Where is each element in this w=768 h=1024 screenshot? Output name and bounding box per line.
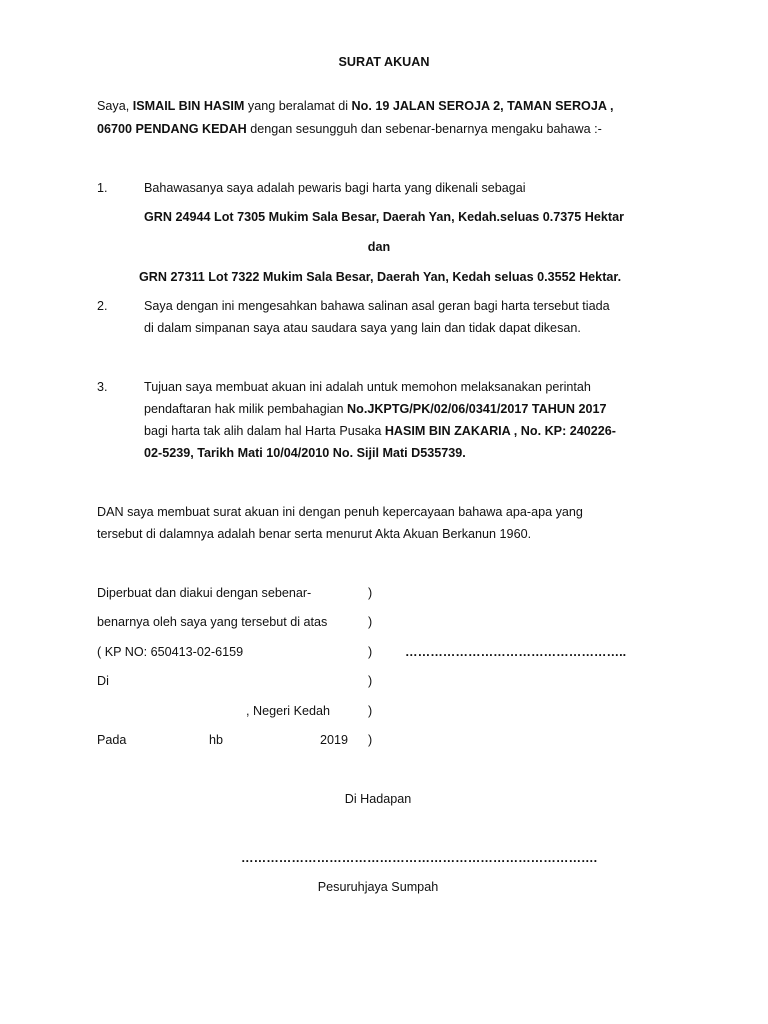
- declaration-place-label: Di: [97, 674, 109, 688]
- item-number: 1.: [97, 181, 108, 195]
- deceased-name: HASIM BIN ZAKARIA , No. KP: 240226-: [384, 424, 616, 438]
- document-title: SURAT AKUAN: [338, 55, 430, 69]
- reference-number: No.JKPTG/PK/02/06/0341/2017 TAHUN 2017: [347, 402, 607, 416]
- item3-line-4: 02-5239, Tarikh Mati 10/04/2010 No. Sijil Mati D535739.: [144, 446, 466, 460]
- declaration-state: , Negeri Kedah: [246, 704, 331, 718]
- item-number: 2.: [97, 299, 108, 313]
- intro-line-2: [97, 121, 602, 137]
- land-grant-2: GRN 27311 Lot 7322 Mukim Sala Besar, Daerah Yan, Kedah seluas 0.3552 Hektar.: [139, 270, 622, 284]
- item3-text: bagi harta tak alih dalam hal Harta Pusaka: [144, 424, 385, 438]
- item3-line-1: Tujuan saya membuat akuan ini adalah untuk memohon melaksanakan perintah: [144, 380, 591, 394]
- intro-text: dengan sesungguh dan sebenar-benarnya mengaku bahawa :-: [246, 122, 602, 136]
- declaration-line-2: benarnya oleh saya yang tersebut di atas: [97, 615, 328, 629]
- bracket: ): [368, 733, 373, 747]
- closing-line-1: DAN saya membuat surat akuan ini dengan penuh kepercayaan bahawa apa-apa yang: [97, 505, 583, 519]
- witness-label: Di Hadapan: [344, 792, 412, 806]
- bracket: ): [368, 645, 373, 659]
- item1-text: Bahawasanya saya adalah pewaris bagi harta yang dikenali sebagai: [144, 181, 526, 195]
- item2-line-1: Saya dengan ini mengesahkan bahawa salinan asal geran bagi harta tersebut tiada: [144, 299, 610, 313]
- item-number: 3.: [97, 380, 108, 394]
- bracket: ): [368, 704, 373, 718]
- commissioner-signature-line: ………………………………………………………………………….: [241, 851, 598, 865]
- declarant-address-postcode: 06700 PENDANG KEDAH: [97, 122, 247, 136]
- closing-line-2: tersebut di dalamnya adalah benar serta menurut Akta Akuan Berkanun 1960.: [97, 527, 532, 541]
- bracket: ): [368, 586, 373, 600]
- signature-line: ……………………………………………..: [405, 645, 627, 659]
- intro-text: Saya,: [97, 99, 133, 113]
- bracket: ): [368, 674, 373, 688]
- declarant-name: ISMAIL BIN HASIM: [132, 99, 245, 113]
- intro-line-1: [97, 98, 613, 114]
- declaration-day-label: hb: [209, 733, 224, 747]
- intro-text: yang beralamat di: [244, 99, 352, 113]
- declaration-year: 2019: [320, 733, 349, 747]
- declarant-ic-number: ( KP NO: 650413-02-6159: [97, 645, 244, 659]
- item3-text: pendaftaran hak milik pembahagian: [144, 402, 348, 416]
- item3-line-3: [144, 423, 616, 439]
- bracket: ): [368, 615, 373, 629]
- conjunction-dan: dan: [367, 240, 391, 254]
- item2-line-2: di dalam simpanan saya atau saudara saya yang lain dan tidak dapat dikesan.: [144, 321, 581, 335]
- item3-line-2: [144, 401, 607, 417]
- declaration-date-label: Pada: [97, 733, 127, 747]
- land-grant-1: GRN 24944 Lot 7305 Mukim Sala Besar, Daerah Yan, Kedah.seluas 0.7375 Hektar: [144, 210, 624, 224]
- declaration-line-1: Diperbuat dan diakui dengan sebenar-: [97, 586, 312, 600]
- declarant-address: No. 19 JALAN SEROJA 2, TAMAN SEROJA ,: [351, 99, 614, 113]
- commissioner-title: Pesuruhjaya Sumpah: [317, 880, 439, 894]
